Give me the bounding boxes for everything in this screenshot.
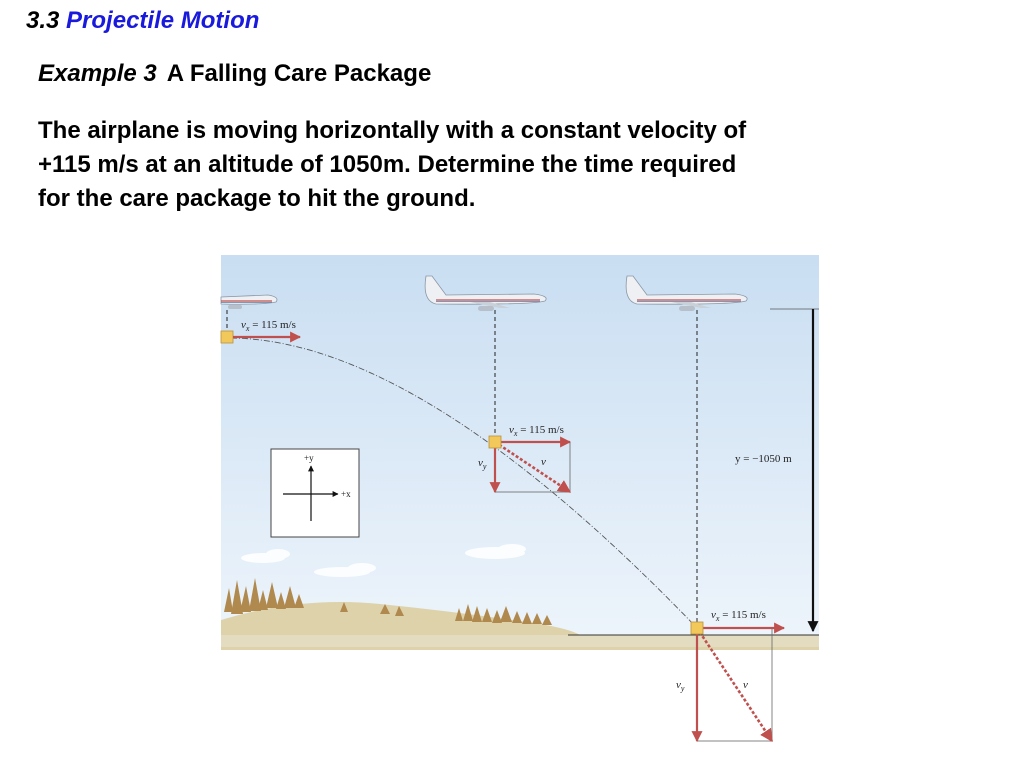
section-title: Projectile Motion xyxy=(66,7,260,34)
altitude-label: y = −1050 m xyxy=(735,453,792,465)
vy-symbol: v xyxy=(676,679,681,691)
problem-line-2: +115 m/s at an altitude of 1050m. Determine the time required xyxy=(38,151,737,178)
axis-plus-x-label: +x xyxy=(341,489,351,499)
vy-symbol: v xyxy=(478,457,483,469)
v-label: v xyxy=(541,456,546,468)
sky-background xyxy=(221,255,819,635)
v-label: v xyxy=(743,679,748,691)
section-number: 3.3 xyxy=(26,7,60,34)
vx-subscript: x xyxy=(513,429,518,438)
care-package xyxy=(489,436,501,448)
vx-symbol: v xyxy=(509,424,514,436)
ground-strip xyxy=(221,635,819,647)
problem-line-3: for the care package to hit the ground. xyxy=(38,185,476,212)
problem-line-1: The airplane is moving horizontally with a constant velocity of xyxy=(38,117,747,144)
vx-label xyxy=(241,319,296,333)
vx-value: = 115 m/s xyxy=(249,319,296,331)
vx-label xyxy=(711,609,766,623)
vx-subscript: x xyxy=(245,324,250,333)
axis-plus-y-label: +y xyxy=(304,453,314,463)
example-label: Example 3 xyxy=(38,60,157,87)
vy-label xyxy=(676,679,685,693)
vx-subscript: x xyxy=(715,614,720,623)
care-package xyxy=(221,331,233,343)
vy-subscript: y xyxy=(680,684,685,693)
care-package xyxy=(691,622,703,634)
vx-symbol: v xyxy=(711,609,716,621)
vx-label xyxy=(509,424,564,438)
example-name: A Falling Care Package xyxy=(166,60,432,87)
vy-subscript: y xyxy=(482,462,487,471)
vx-value: = 115 m/s xyxy=(517,424,564,436)
vx-symbol: v xyxy=(241,319,246,331)
vx-value: = 115 m/s xyxy=(719,609,766,621)
